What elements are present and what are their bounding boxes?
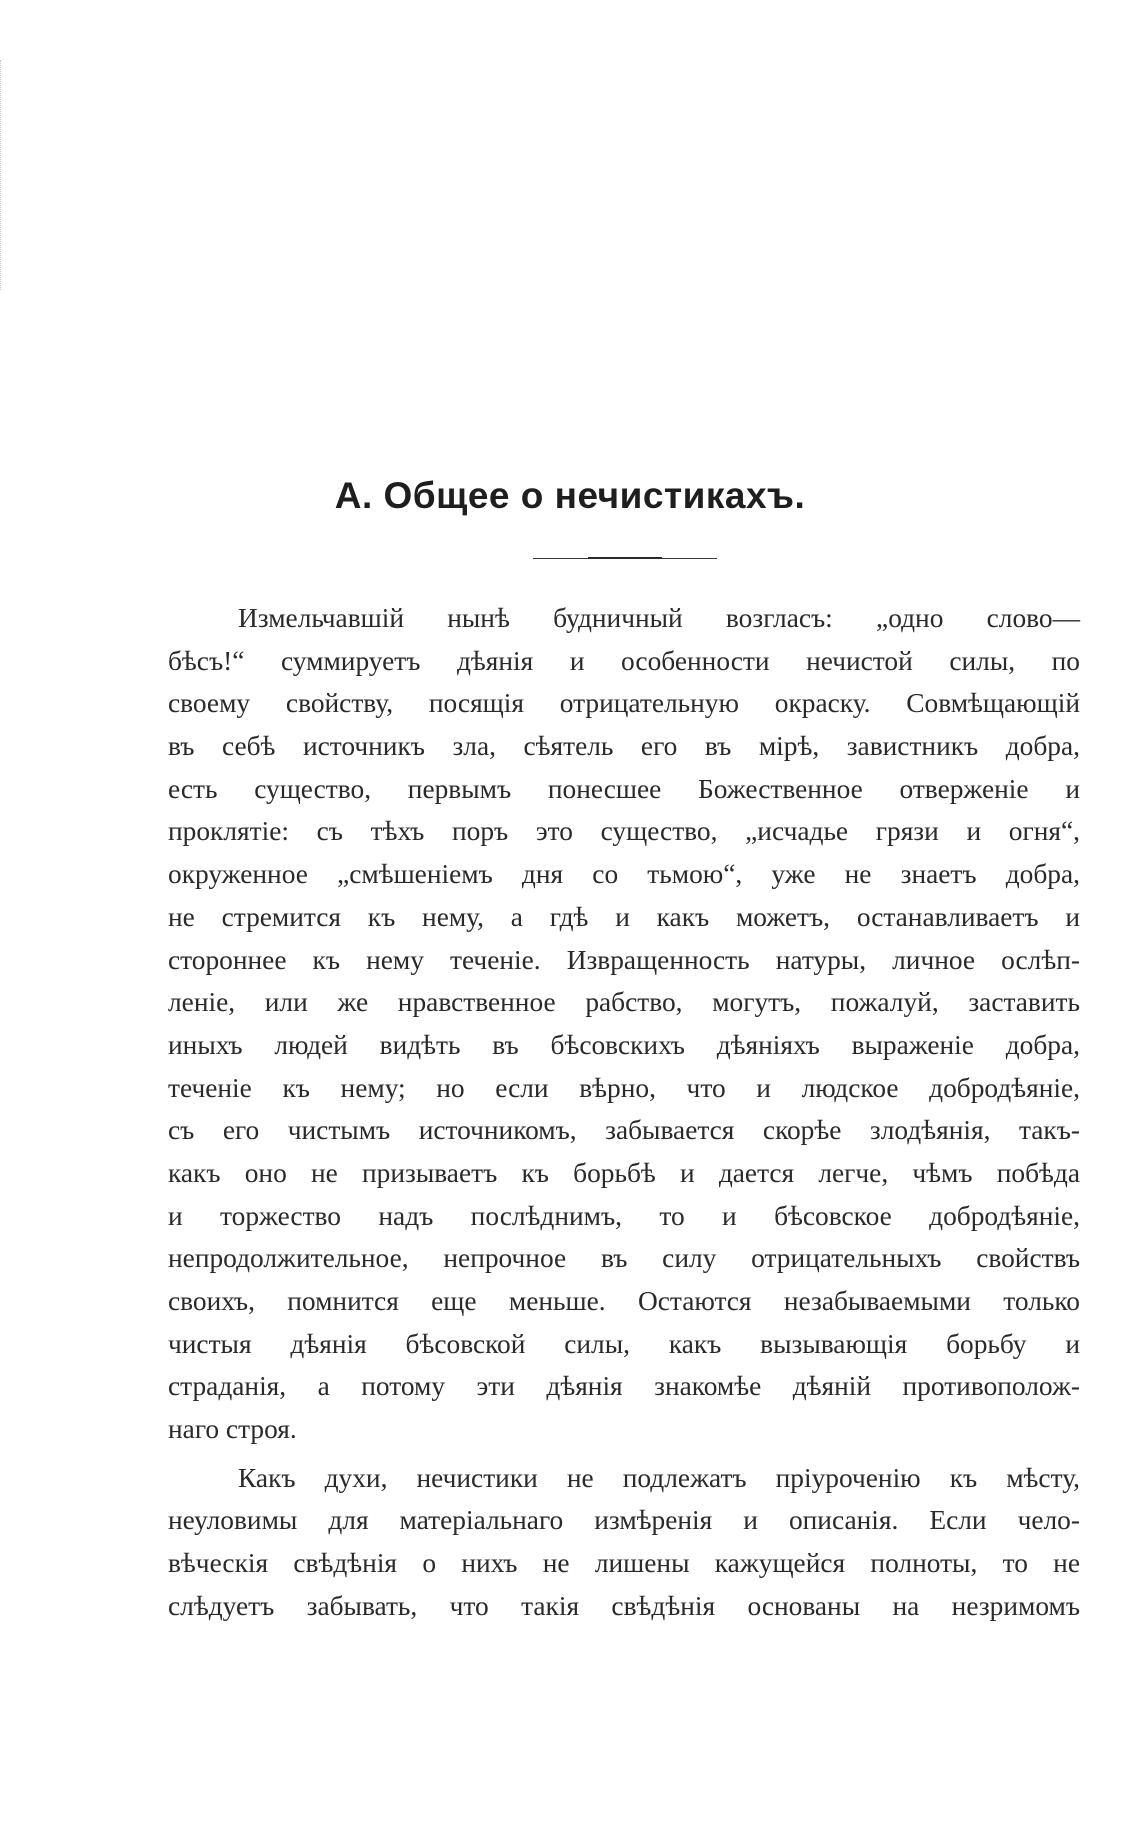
text-line: иныхъ людей видѣть въ бѣсовскихъ дѣяніяхъ выраженіе добра, — [168, 1029, 1080, 1060]
text-line: какъ оно не призываетъ къ борьбѣ и дается легче, чѣмъ побѣда — [168, 1157, 1080, 1188]
text-line: и торжество надъ послѣднимъ, то и бѣсовское добродѣяніе, — [168, 1200, 1080, 1231]
paragraph-1 — [168, 597, 1080, 1451]
text-line: страданія, а потому эти дѣянія знакомѣе дѣяній противополож- — [168, 1371, 1080, 1402]
body-text — [168, 597, 1080, 1628]
text-line: своему свойству, посящія отрицательную окраску. Совмѣщающій — [168, 688, 1080, 719]
text-line: не стремится къ нему, а гдѣ и какъ можетъ, останавливаетъ и — [168, 901, 1080, 932]
text-line: вѣческія свѣдѣнія о нихъ не лишены кажущейся полноты, то не — [168, 1548, 1080, 1579]
text-line: въ себѣ источникъ зла, сѣятель его въ мірѣ, завистникъ добра, — [168, 731, 1080, 762]
text-line: стороннее къ нему теченіе. Извращенность натуры, личное ослѣп- — [168, 944, 1080, 975]
text-line: Измельчавшій нынѣ будничный возгласъ: „одно слово— — [238, 603, 1080, 633]
text-line: неуловимы для матеріальнаго измѣренія и описанія. Если чело- — [168, 1505, 1080, 1536]
text-line: проклятіе: съ тѣхъ поръ это существо, „исчадье грязи и огня“, — [168, 816, 1080, 847]
text-line: леніе, или же нравственное рабство, могутъ, пожалуй, заставить — [168, 987, 1080, 1018]
text-line: слѣдуетъ забывать, что такія свѣдѣнія основаны на незримомъ — [168, 1590, 1080, 1621]
text-line: непродолжительное, непрочное въ силу отрицательныхъ свойствъ — [168, 1243, 1080, 1274]
text-line: чистыя дѣянія бѣсовской силы, какъ вызывающія борьбу и — [168, 1328, 1080, 1359]
paragraph-2 — [168, 1457, 1080, 1628]
text-line: бѣсъ!“ суммируетъ дѣянія и особенности нечистой силы, по — [168, 645, 1080, 676]
text-line: окруженное „смѣшеніемъ дня со тьмою“, уже не знаетъ добра, — [168, 859, 1080, 890]
text-line: наго строя. — [168, 1414, 297, 1445]
text-line: своихъ, помнится еще меньше. Остаются незабываемыми только — [168, 1286, 1080, 1316]
section-heading: А. Общее о нечистикахъ. — [334, 475, 806, 516]
text-line: теченіе къ нему; но если вѣрно, что и людское добродѣяніе, — [168, 1072, 1080, 1103]
text-line: есть существо, первымъ понесшее Божественное отверженіе и — [168, 773, 1080, 804]
scan-edge-marks — [0, 60, 4, 290]
heading-divider — [533, 558, 717, 559]
text-line: съ его чистымъ источникомъ, забывается скорѣе злодѣянія, такъ- — [168, 1115, 1080, 1146]
text-line: Какъ духи, нечистики не подлежатъ пріуроченію къ мѣсту, — [238, 1462, 1080, 1493]
